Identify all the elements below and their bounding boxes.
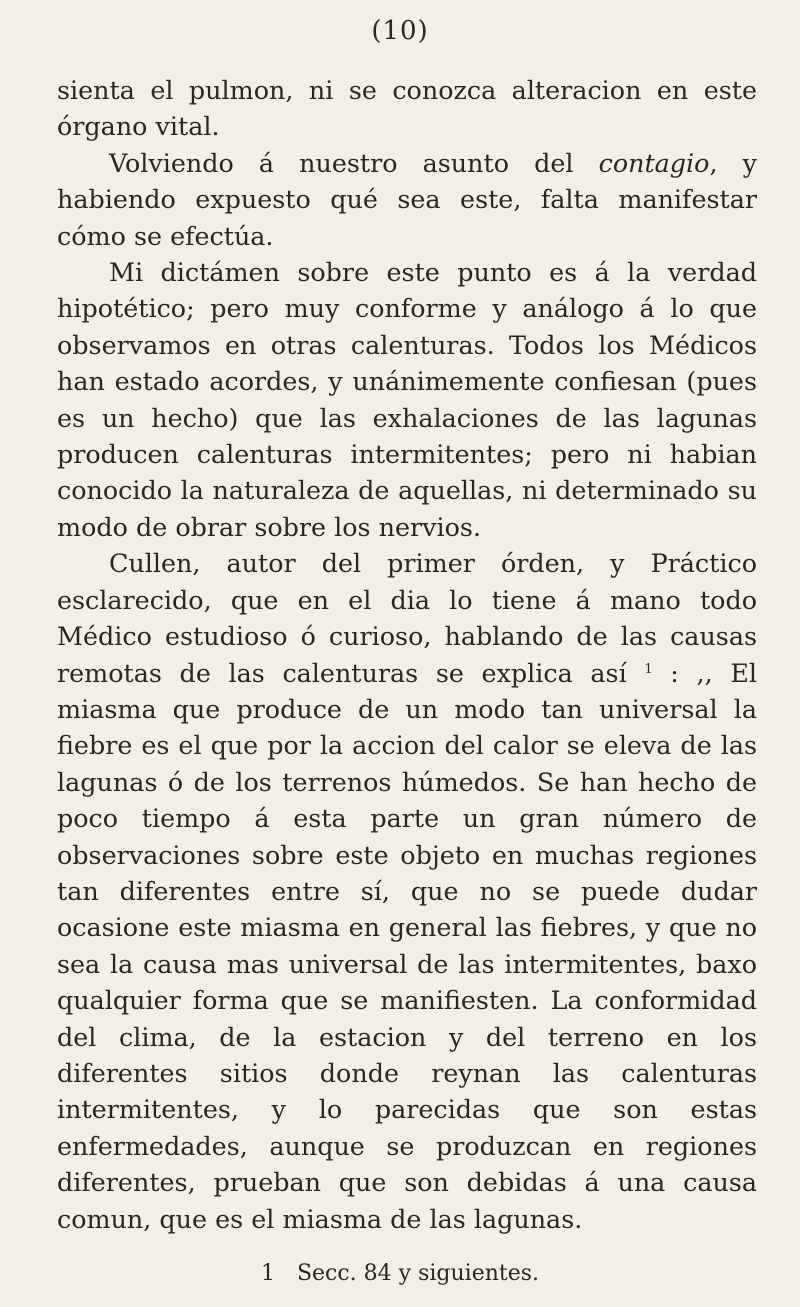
body-text <box>57 72 757 1237</box>
paragraph-4-quote: : ,, El miasma que produce de un modo tan universal la fiebre es el que por la accion del calor se eleva de las lagunas ó de los terrenos húmedos. Se han hecho de poco tiempo á esta parte un gran número de observaciones sobre este objeto en muchas regiones tan diferentes entre sí, que no se puede dudar ocasione este miasma en general las fiebres, y que no sea la causa mas universal de las intermitentes, baxo qualquier forma que se manifiesten. La conformidad del clima, de la estacion y del terreno en los diferentes sitios donde reynan las calenturas intermitentes, y lo parecidas que son estas enfermedades, aunque se produzcan en regiones diferentes, prueban que son debidas á una causa comun, que es el miasma de las lagunas. <box>57 657 757 1234</box>
paragraph-4 <box>57 545 757 1237</box>
paragraph-3: Mi dictámen sobre este punto es á la verdad hipotético; pero muy conforme y análogo á lo que observamos en otras calenturas. Todos los Médicos han estado acordes, y unánimemente confiesan (pues es un hecho) que las exhalaciones de las lagunas producen calenturas intermitentes; pero ni habian conocido la naturaleza de aquellas, ni determinado su modo de obrar sobre los nervios. <box>57 257 757 542</box>
footnote-mark: 1 <box>260 1261 275 1286</box>
paragraph-2-lead: Volviendo á nuestro asunto del <box>109 147 599 178</box>
footnote <box>0 1261 800 1286</box>
paragraph-4-lead: Cullen, autor del primer órden, y Práctico esclarecido, que en el dia lo tiene á mano todo Médico estudioso ó curioso, hablando de las causas remotas de las calenturas se explica así <box>57 548 757 688</box>
emphasis-contagio: contagio <box>598 147 710 178</box>
footnote-reference: 1 <box>644 661 653 677</box>
paragraph-1: sienta el pulmon, ni se conozca alteracion en este órgano vital. <box>57 75 757 142</box>
page-number: (10) <box>371 16 429 46</box>
paragraph-2 <box>57 145 757 254</box>
footnote-text: Secc. 84 y siguientes. <box>296 1261 540 1286</box>
paragraph-2-rest: , y habiendo expuesto qué sea este, falta manifestar cómo se efectúa. <box>57 147 757 251</box>
